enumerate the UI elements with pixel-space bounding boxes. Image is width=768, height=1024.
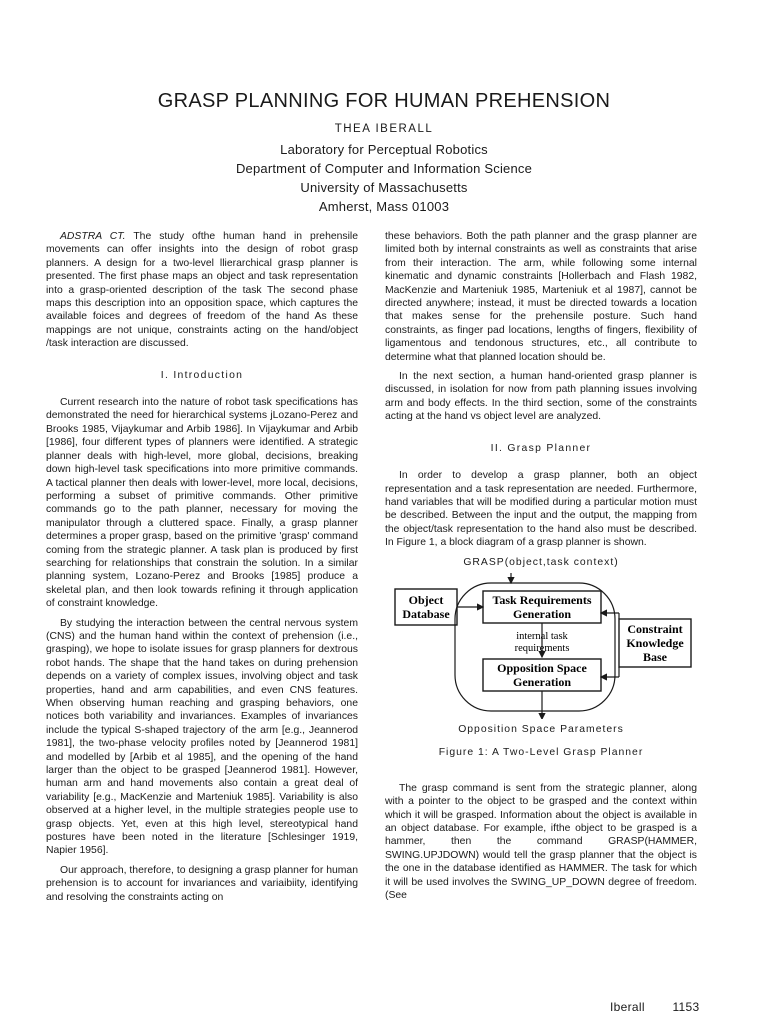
right-column (385, 230, 697, 908)
intro-paragraph-1: Current research into the nature of robot task specifications has demonstrated the need for hierarchical systems jLozano-Perez and Brooks 1985, Vijaykumar and Arbib 1986]. In Vijaykumar and Arbib [1986], four different types of planners were identified. A strategic planner deals with high-level, more global, decisions, breaking down high-level task specifications into more primitive commands. A tactical planner then deals with lower-level, more local, decisions, performing a subset of primitive commands. Other primitive commands go to the path planner, necessary for moving the manipulator through a cluttered space. Finally, a grasp planner determines a proper grasp, based on the primitive 'grasp' command coming from the strategic planner. A task plan is produced by first searching for relationships that constrain the solution. In a similar planning system, Lozano-Perez and Brooks [1985] produce a skeletal plan, and then look towards refining it through application of constraint knowledge. (46, 397, 358, 610)
constraint-label: Constraint (627, 621, 683, 636)
figure-bottom-label: Opposition Space Parameters (458, 723, 624, 735)
grasp-planner-paragraph-1: In order to develop a grasp planner, both an object representation and a task representation are needed. Furthermore, hand variables that will be modified during a particular motion must be described. Between the input and the output, the mapping from the object/task representation to the hand also must be described. In Figure 1, a block diagram of a grasp planner is shown. (385, 470, 697, 549)
constraint-label-2: Knowledge (626, 635, 684, 650)
section-heading-grasp-planner: II. Grasp Planner (490, 442, 592, 454)
section-heading-introduction: I. Introduction (160, 369, 244, 381)
internal-label-2: requirements (514, 642, 570, 654)
figure-caption: Figure 1: A Two-Level Grasp Planner (438, 747, 644, 759)
constraint-label-3: Base (643, 649, 667, 664)
affiliation-line-2: Department of Computer and Information Science (235, 161, 533, 176)
page-number: 1153 (672, 1000, 700, 1014)
task-requirements-label-2: Generation (513, 606, 571, 621)
grasp-planner-diagram (385, 573, 697, 719)
right-paragraph-1: these behaviors. Both the path planner and the grasp planner are limited both by internal constraints as well as constraints that arise from their interaction. The arm, while following some internal kinematic and dynamic constraints [Hollerbach and Flash 1982, MacKenzie and Marteniuk 1985, Marteniuk et al 1987], cannot be directed anywhere; instead, it must be directed towards a location that makes sense for the prehensile posture. Such hand constraints, as finger pad locations, lengths of fingers, flexibility of ligamentous and tendonous structures, etc., all contribute to determine what that planned location should be. (385, 231, 697, 363)
affiliation-line-1: Laboratory for Perceptual Robotics (280, 142, 488, 157)
author-name: THEA IBERALL (334, 123, 434, 135)
affiliation-line-3: University of Massachusetts (300, 180, 468, 195)
intro-paragraph-2: By studying the interaction between the central nervous system (CNS) and the human hand within the context of prehension (i.e., grasping), we hope to isolate issues for grasp planners for dextrous robot hands. The shape that the hand takes on during prehension depends on a variety of complex issues, involving object and task properties, hand and arm capabilities, and even CNS features. When observing human reaching and grasping behaviors, one notices both variability and invariances. Examples of invariances include the typical S-shaped trajectory of the arm [e.g., Jeannerod 1981], the two-phase velocity profiles noted by [Jeannerod 1981] and modelled by [Arbib et al 1985], and the opening of the hand larger than the object to be grasped [Jeannerod 1981]. However, human arm and hand movements also contain a great deal of variability [e.g., MacKenzie and Marteniuk 1985]. Variability is also observed at a higher level, in the multiple strategies people use to grasp objects. Yet, even at this high level, stereotypical hand postures have been noted in the literature [Schlesinger 1919, Napier 1956]. (46, 617, 358, 857)
affiliation-line-4: Amherst, Mass 01003 (318, 199, 450, 214)
internal-label: internal task (516, 630, 568, 642)
grasp-planner-paragraph-2: The grasp command is sent from the strategic planner, along with a pointer to the object to be grasped and the context within which it will be grasped. Information about the object is available in an object database. For example, ifthe object to be grasped is a hammer, then the command GRASP(HAMMER, SWING.UPJDOWN) would tell the grasp planner that the object is the one in the database identified as HAMMER. The task for which it will be used involves the SWING_UP_DOWN degree of freedom. (See (385, 782, 697, 901)
object-database-label-2: Database (402, 606, 450, 621)
figure-top-label: GRASP(object,task context) (463, 556, 619, 568)
object-database-label: Object (408, 592, 444, 607)
intro-paragraph-3: Our approach, therefore, to designing a grasp planner for human prehension is to account for invariances and variaibiity, identifying and resolving the constraints acting on (46, 864, 358, 903)
paper-header (0, 88, 768, 216)
abstract-text: The study ofthe human hand in prehensile movements can offer insights into the design of robot grasp planners. A design for a two-level llierarchical grasp planner is presented. The first phase maps an object and task representation into a grasp-oriented description of the task The second phase maps this description into an opposition space, which captures the available foices and degrees of freedom of the hand As these mappings are not unique, constraints acting on the hand/object /task interaction are discussed. (46, 231, 358, 350)
task-requirements-label: Task Requirements (492, 592, 592, 607)
opposition-space-label-2: Generation (513, 674, 571, 689)
paper-title: GRASP PLANNING FOR HUMAN PREHENSION (157, 90, 611, 112)
abstract-label: ADSTRA CT. (60, 231, 126, 242)
page-footer (610, 1000, 699, 1014)
left-column (46, 230, 358, 910)
right-paragraph-2: In the next section, a human hand-oriented grasp planner is discussed, in isolation for now from path planning issues involving arm and body effects. In the third section, some of the constraints acting at the hand vs object level are analyzed. (385, 371, 697, 423)
footer-author: Iberall (610, 1000, 645, 1014)
abstract (46, 230, 358, 351)
opposition-space-label: Opposition Space (497, 660, 587, 675)
